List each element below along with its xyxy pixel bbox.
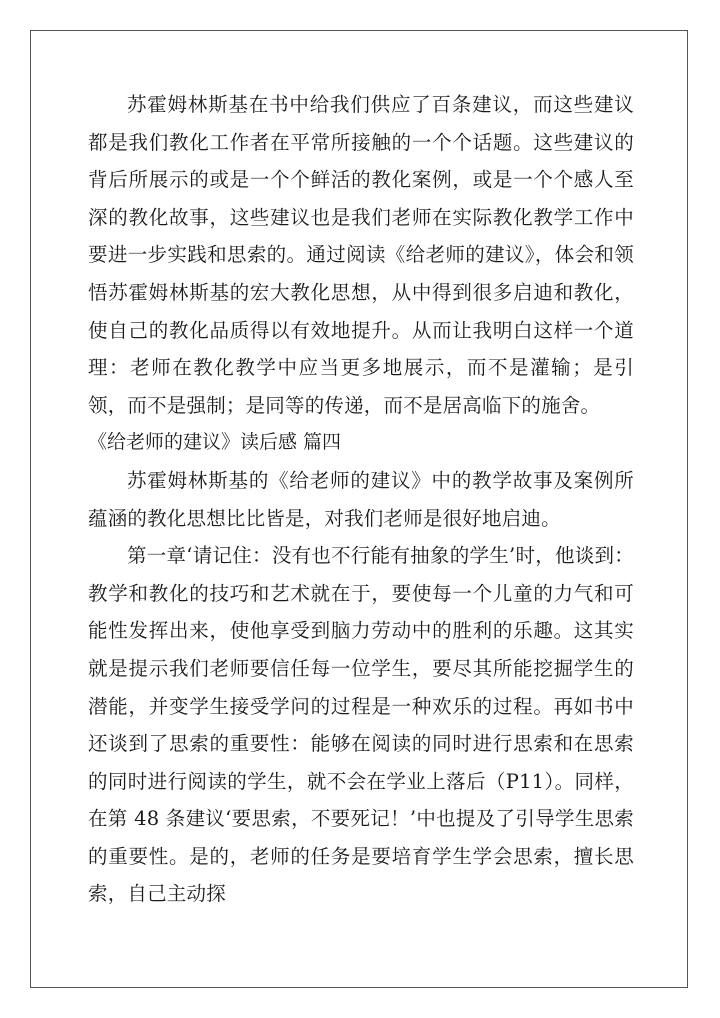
paragraph-summary: 苏霍姆林斯基的《给老师的建议》中的教学故事及案例所蕴涵的教化思想比比皆是，对我们老师是很好地启迪。 (88, 468, 634, 530)
document-body (88, 86, 634, 913)
paragraph-intro: 苏霍姆林斯基在书中给我们供应了百条建议，而这些建议都是我们教化工作者在平常所接触的一个个话题。这些建议的背后所展示的或是一个个鲜活的教化案例，或是一个个感人至深的教化故事，这些建议也是我们老师在实际教化教学工作中要进一步实践和思索的。通过阅读《给老师的建议》，体会和领悟苏霍姆林斯基的宏大教化思想，从中得到很多启迪和教化，使自己的教化品质得以有效地提升。从而让我明白这样一个道理：老师在教化教学中应当更多地展示，而不是灌输；是引领，而不是强制；是同等的传递，而不是居高临下的施舍。 (88, 93, 634, 417)
paragraph-chapter-one: 第一章‘请记住：没有也不行能有抽象的学生’时，他谈到：教学和教化的技巧和艺术就在于，要使每一个儿童的力气和可能性发挥出来，使他享受到脑力劳动中的胜利的乐趣。这其实就是提示我们老师要信任每一位学生，要尽其所能挖掘学生的潜能，并变学生接受学问的过程是一种欢乐的过程。再如书中还谈到了思索的重要性：能够在阅读的同时进行思索和在思索的同时进行阅读的学生，就不会在学业上落后（P11）。同样，在第 48 条建议‘要思索，不要死记！’中也提及了引导学生思索的重要性。是的，老师的任务是要培育学生学会思索，擅长思索，自己主动探 (88, 544, 634, 906)
section-heading: 《给老师的建议》读后感 篇四 (88, 431, 342, 454)
